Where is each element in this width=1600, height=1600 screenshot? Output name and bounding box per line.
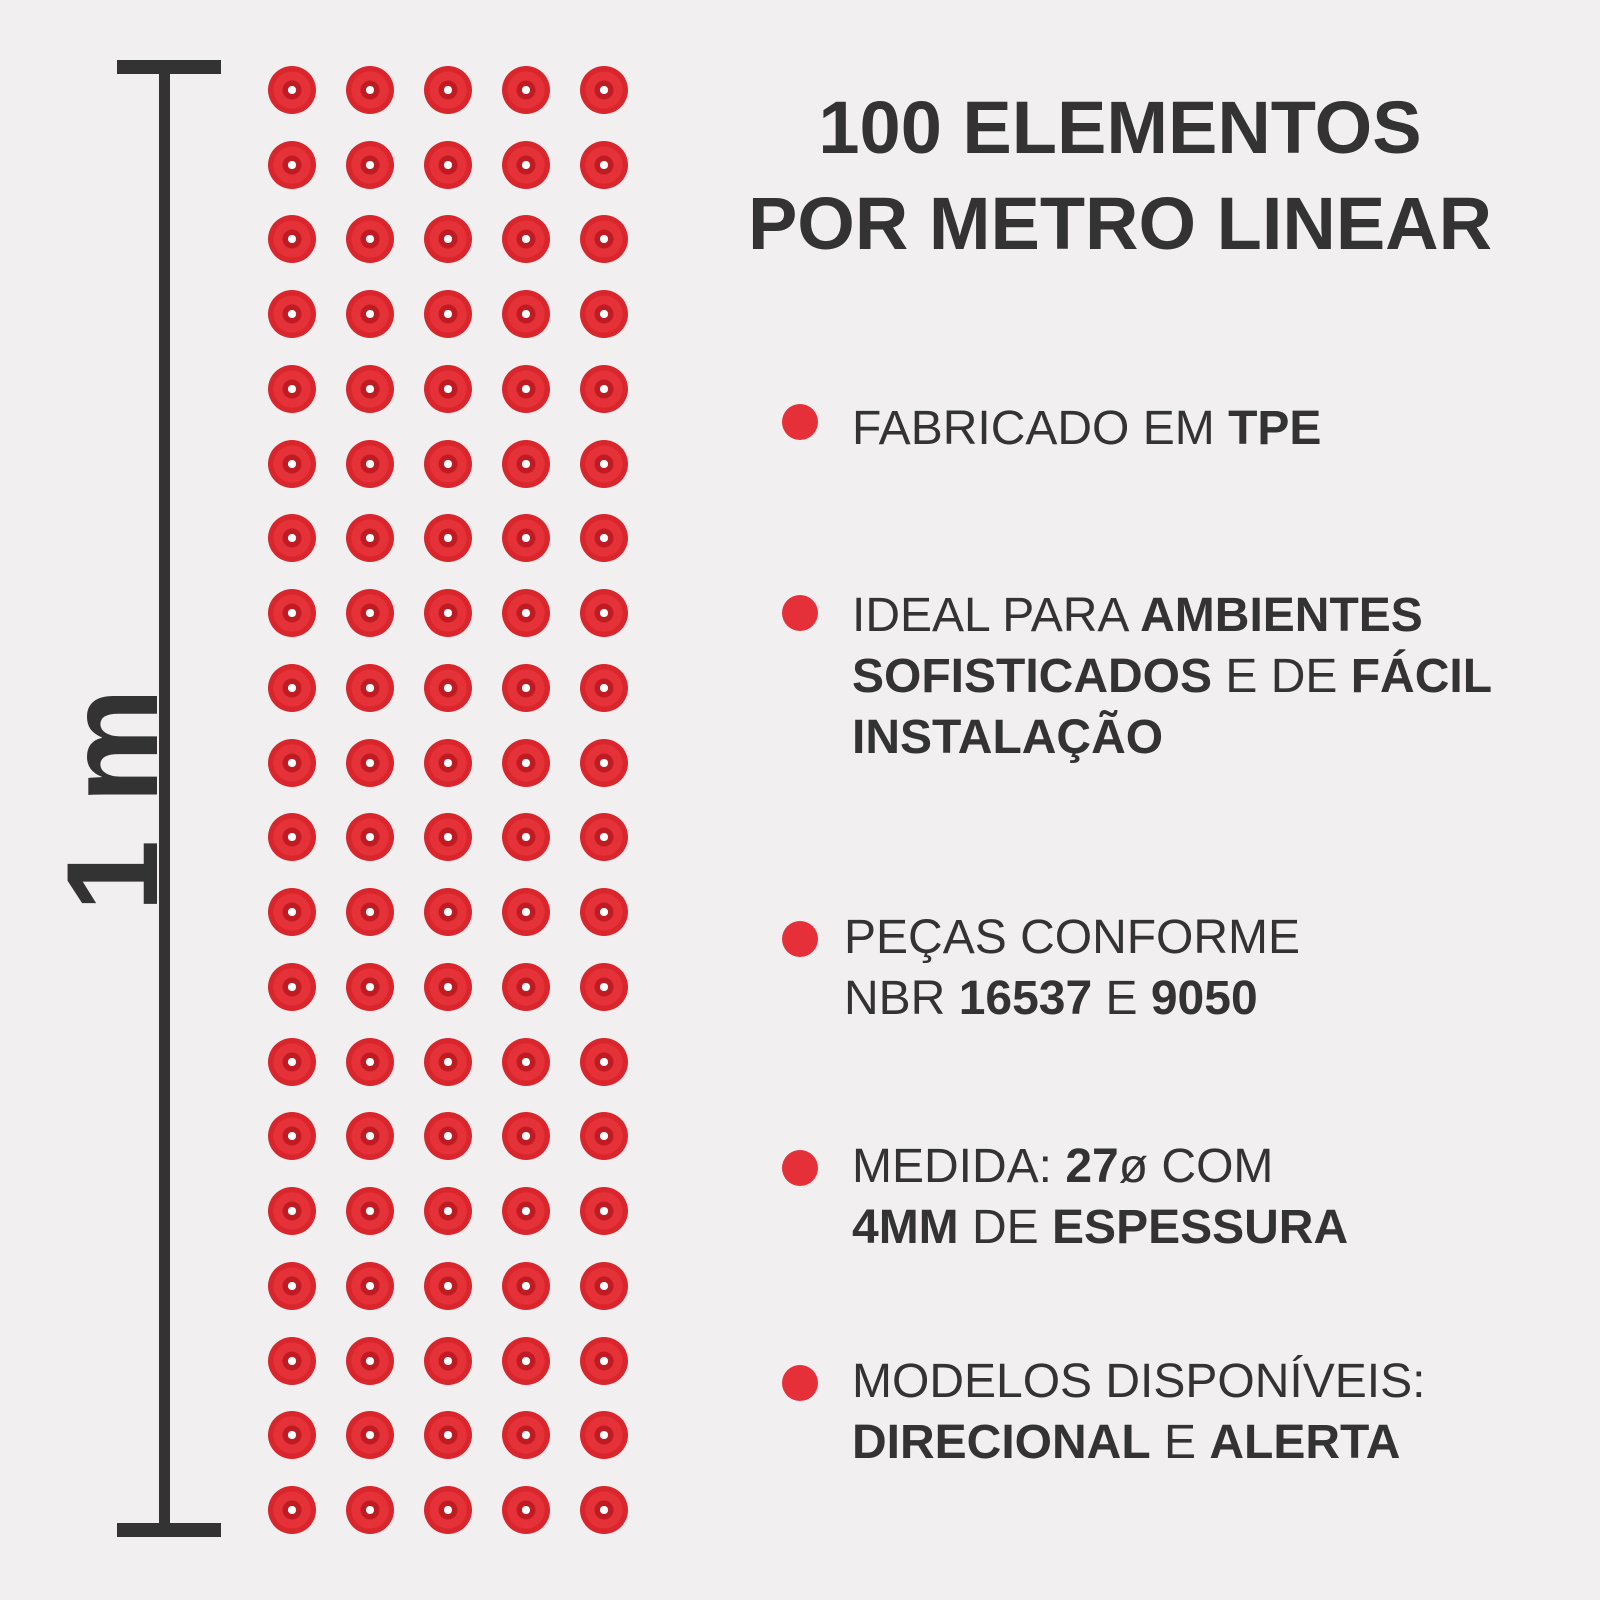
tactile-dot bbox=[502, 365, 550, 413]
tactile-dot bbox=[346, 1486, 394, 1534]
tactile-dot bbox=[424, 290, 472, 338]
feature-line bbox=[852, 1136, 1600, 1197]
tactile-dot bbox=[346, 1411, 394, 1459]
feature-segment: NBR bbox=[844, 972, 959, 1025]
tactile-dot bbox=[268, 1486, 316, 1534]
tactile-dot bbox=[268, 739, 316, 787]
feature-text bbox=[852, 1136, 1600, 1258]
feature-text bbox=[852, 585, 1600, 768]
tactile-dot bbox=[502, 141, 550, 189]
feature-emphasis: 27 bbox=[1065, 1140, 1119, 1193]
tactile-dot bbox=[346, 365, 394, 413]
feature-emphasis: SOFISTICADOS bbox=[852, 650, 1213, 703]
tactile-dot bbox=[268, 365, 316, 413]
tactile-dot bbox=[424, 1112, 472, 1160]
tactile-dot bbox=[502, 739, 550, 787]
tactile-dot bbox=[502, 963, 550, 1011]
bullet-icon bbox=[782, 1150, 818, 1186]
feature-emphasis: AMBIENTES bbox=[1140, 589, 1423, 642]
feature-segment: MEDIDA: bbox=[852, 1140, 1066, 1193]
tactile-dot bbox=[268, 1038, 316, 1086]
tactile-dot bbox=[424, 1187, 472, 1235]
feature-text bbox=[852, 398, 1600, 459]
bullet-icon bbox=[782, 1365, 818, 1401]
feature-segment: E bbox=[1150, 1416, 1210, 1469]
feature-emphasis: INSTALAÇÃO bbox=[852, 711, 1164, 764]
tactile-dot bbox=[580, 739, 628, 787]
tactile-dot bbox=[502, 440, 550, 488]
feature-line bbox=[852, 707, 1600, 768]
bullet-icon bbox=[782, 595, 818, 631]
feature-emphasis: DIRECIONAL bbox=[852, 1416, 1151, 1469]
tactile-dot bbox=[268, 514, 316, 562]
tactile-dot bbox=[502, 290, 550, 338]
tactile-dot bbox=[268, 141, 316, 189]
tactile-dot bbox=[268, 1112, 316, 1160]
feature-line bbox=[852, 646, 1600, 707]
tactile-dot bbox=[502, 215, 550, 263]
tactile-dot bbox=[346, 963, 394, 1011]
tactile-dot bbox=[502, 1112, 550, 1160]
tactile-dot bbox=[346, 1337, 394, 1385]
tactile-dot bbox=[580, 963, 628, 1011]
tactile-dot bbox=[424, 440, 472, 488]
tactile-dot bbox=[502, 1262, 550, 1310]
tactile-dot bbox=[580, 440, 628, 488]
feature-emphasis: 4MM bbox=[852, 1201, 959, 1254]
tactile-dot bbox=[346, 1187, 394, 1235]
tactile-dot bbox=[580, 664, 628, 712]
tactile-dot bbox=[424, 66, 472, 114]
tactile-dot bbox=[502, 589, 550, 637]
tactile-dot bbox=[268, 66, 316, 114]
feature-emphasis: 16537 bbox=[958, 972, 1093, 1025]
tactile-dot bbox=[424, 888, 472, 936]
tactile-dot bbox=[580, 514, 628, 562]
feature-emphasis: ALERTA bbox=[1209, 1416, 1401, 1469]
bullet-icon bbox=[782, 921, 818, 957]
tactile-dot bbox=[502, 1411, 550, 1459]
feature-emphasis: 9050 bbox=[1150, 972, 1258, 1025]
tactile-dot bbox=[424, 1337, 472, 1385]
tactile-dot bbox=[580, 1262, 628, 1310]
tactile-dot bbox=[502, 888, 550, 936]
tactile-dot bbox=[502, 1038, 550, 1086]
tactile-dot bbox=[580, 365, 628, 413]
feature-segment: IDEAL PARA bbox=[852, 589, 1141, 642]
tactile-dot bbox=[580, 66, 628, 114]
tactile-dot bbox=[268, 664, 316, 712]
feature-segment: E DE bbox=[1212, 650, 1351, 703]
tactile-dot bbox=[268, 1262, 316, 1310]
tactile-dot bbox=[268, 813, 316, 861]
feature-text bbox=[852, 1351, 1600, 1473]
feature-line bbox=[844, 907, 1600, 968]
tactile-dot bbox=[424, 963, 472, 1011]
tactile-dot bbox=[580, 141, 628, 189]
title-line-2: POR METRO LINEAR bbox=[747, 182, 1493, 265]
tactile-dot bbox=[580, 1337, 628, 1385]
tactile-dot bbox=[268, 963, 316, 1011]
tactile-dot bbox=[424, 365, 472, 413]
feature-line bbox=[852, 1412, 1600, 1473]
tactile-dot bbox=[346, 888, 394, 936]
tactile-dot bbox=[346, 664, 394, 712]
page-title bbox=[680, 80, 1560, 272]
tactile-dot bbox=[346, 739, 394, 787]
feature-segment: FABRICADO EM bbox=[852, 402, 1229, 455]
tactile-dot bbox=[346, 1038, 394, 1086]
tactile-dot bbox=[346, 440, 394, 488]
tactile-dot bbox=[424, 1411, 472, 1459]
feature-segment: E bbox=[1092, 972, 1151, 1025]
feature-line bbox=[852, 1197, 1600, 1258]
tactile-dot bbox=[580, 215, 628, 263]
feature-line bbox=[852, 398, 1600, 459]
tactile-dot bbox=[502, 813, 550, 861]
feature-segment: MODELOS DISPONÍVEIS: bbox=[852, 1355, 1426, 1408]
tactile-dot bbox=[580, 1112, 628, 1160]
feature-line bbox=[852, 1351, 1600, 1412]
tactile-dot bbox=[268, 1187, 316, 1235]
feature-emphasis: TPE bbox=[1228, 402, 1322, 455]
tactile-dot bbox=[346, 813, 394, 861]
tactile-dot bbox=[502, 1187, 550, 1235]
tactile-dot bbox=[424, 1262, 472, 1310]
tactile-dot bbox=[268, 589, 316, 637]
tactile-dot bbox=[580, 813, 628, 861]
tactile-dot bbox=[424, 215, 472, 263]
tactile-dot bbox=[502, 664, 550, 712]
tactile-dot bbox=[268, 888, 316, 936]
title-line-1: 100 ELEMENTOS bbox=[818, 86, 1422, 169]
tactile-dot bbox=[502, 1337, 550, 1385]
tactile-dot bbox=[346, 1262, 394, 1310]
tactile-dot bbox=[580, 589, 628, 637]
ruler-label: 1 m bbox=[39, 687, 185, 913]
tactile-dot bbox=[268, 290, 316, 338]
tactile-dot bbox=[580, 888, 628, 936]
feature-line bbox=[844, 968, 1600, 1029]
tactile-dot bbox=[346, 141, 394, 189]
tactile-dot bbox=[268, 215, 316, 263]
tactile-dot bbox=[424, 589, 472, 637]
tactile-dot bbox=[268, 440, 316, 488]
feature-line bbox=[852, 585, 1600, 646]
tactile-dot bbox=[424, 1038, 472, 1086]
tactile-dot bbox=[346, 589, 394, 637]
tactile-dot bbox=[424, 664, 472, 712]
tactile-dot bbox=[346, 66, 394, 114]
tactile-dot bbox=[346, 514, 394, 562]
tactile-dot bbox=[268, 1337, 316, 1385]
tactile-dot bbox=[502, 66, 550, 114]
tactile-dot bbox=[502, 1486, 550, 1534]
tactile-dot bbox=[424, 514, 472, 562]
feature-text bbox=[844, 907, 1600, 1029]
tactile-dot bbox=[580, 1187, 628, 1235]
tactile-dot bbox=[346, 215, 394, 263]
tactile-dot bbox=[580, 1411, 628, 1459]
tactile-dot bbox=[424, 813, 472, 861]
tactile-dot bbox=[424, 141, 472, 189]
feature-emphasis: ESPESSURA bbox=[1052, 1201, 1349, 1254]
feature-segment: PEÇAS CONFORME bbox=[844, 911, 1301, 964]
tactile-dot bbox=[424, 1486, 472, 1534]
tactile-dot bbox=[580, 290, 628, 338]
tactile-dot bbox=[346, 1112, 394, 1160]
tactile-dot bbox=[580, 1038, 628, 1086]
feature-emphasis: FÁCIL bbox=[1350, 650, 1493, 703]
feature-segment: ø COM bbox=[1118, 1140, 1274, 1193]
feature-segment: DE bbox=[958, 1201, 1053, 1254]
tactile-dot bbox=[502, 514, 550, 562]
bullet-icon bbox=[782, 404, 818, 440]
tactile-dot bbox=[580, 1486, 628, 1534]
tactile-dot bbox=[268, 1411, 316, 1459]
tactile-dot bbox=[424, 739, 472, 787]
tactile-dot bbox=[346, 290, 394, 338]
